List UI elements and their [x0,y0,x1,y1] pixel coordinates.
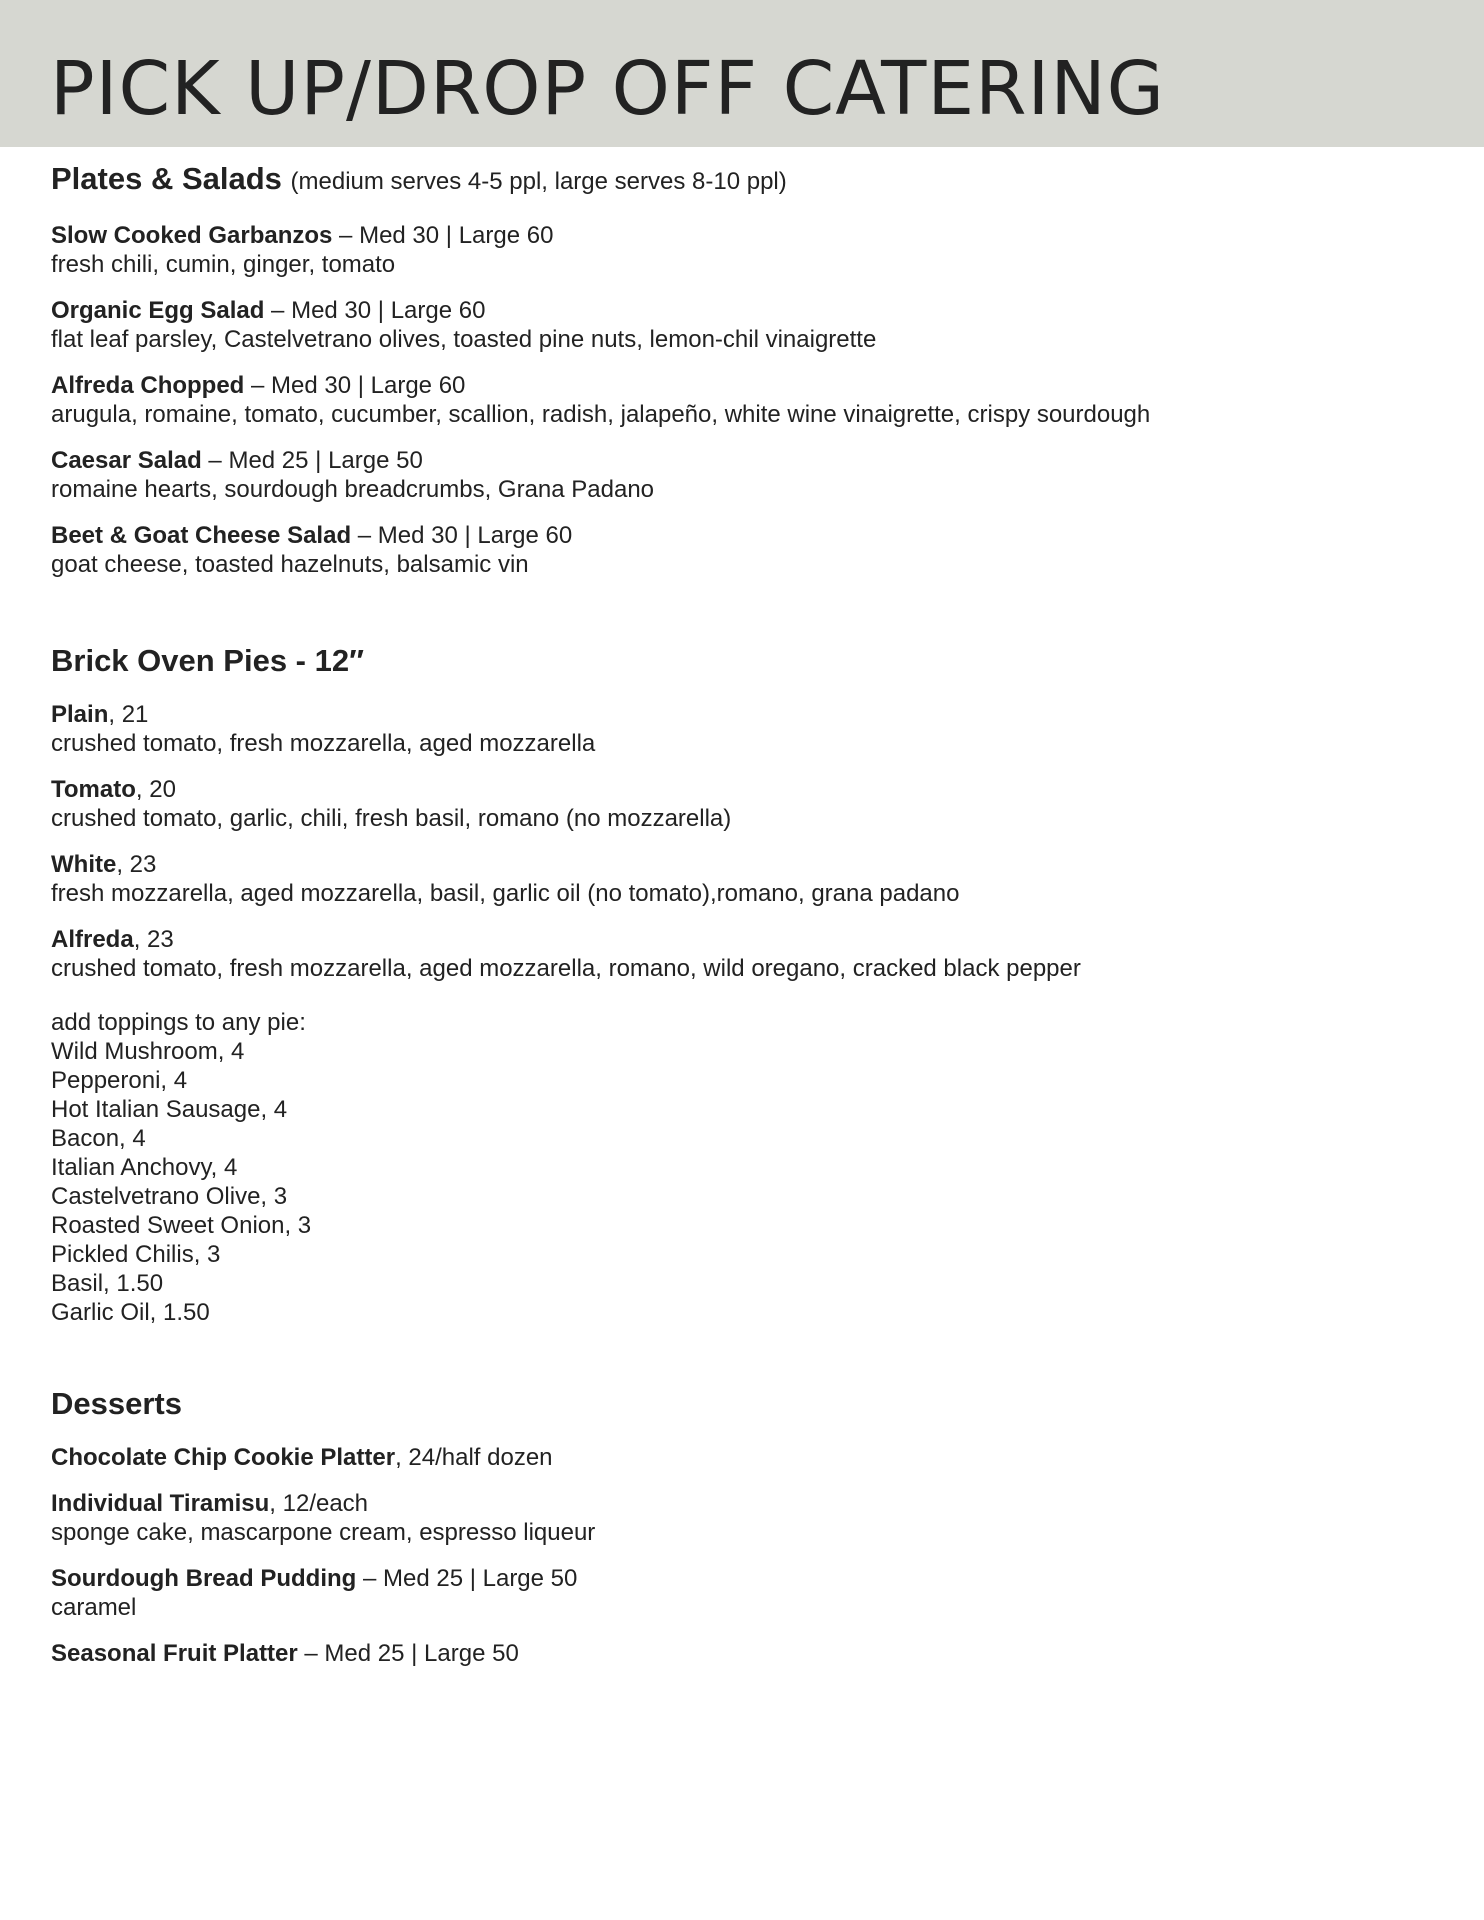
menu-item [51,446,1451,504]
item-price: , 24/half dozen [395,1444,553,1471]
topping-item: Castelvetrano Olive, 3 [51,1183,288,1210]
topping-item: Garlic Oil, 1.50 [51,1299,210,1326]
item-price: – Med 25 | Large 50 [356,1565,578,1592]
menu-item [51,1639,1451,1668]
page-title: PICK UP/DROP OFF CATERING [50,46,1166,132]
item-price: – Med 30 | Large 60 [264,297,486,324]
item-price: – Med 30 | Large 60 [244,372,466,399]
menu-item [51,1443,1451,1472]
item-description: crushed tomato, fresh mozzarella, aged mozzarella, romano, wild oregano, cracked black pepper [51,955,1081,982]
section-brick-oven-pies [51,642,1451,1327]
serving-size-note: (medium serves 4-5 ppl, large serves 8-10 ppl) [290,168,787,195]
item-name: Alfreda [51,926,134,953]
topping-item: Pickled Chilis, 3 [51,1241,221,1268]
menu-item [51,371,1451,429]
section-heading-pies: Brick Oven Pies - 12″ [51,643,364,678]
item-price: , 23 [133,926,174,953]
item-name: Seasonal Fruit Platter [51,1640,298,1667]
item-name: Beet & Goat Cheese Salad [51,522,352,549]
item-description: sponge cake, mascarpone cream, espresso liqueur [51,1519,596,1546]
section-heading-plates [51,160,1451,201]
section-heading-desserts: Desserts [51,1386,182,1421]
topping-item: Bacon, 4 [51,1125,146,1152]
item-description: crushed tomato, garlic, chili, fresh basil, romano (no mozzarella) [51,805,732,832]
menu-content [51,160,1451,1685]
menu-item [51,850,1451,908]
topping-item: Wild Mushroom, 4 [51,1038,245,1065]
item-description: crushed tomato, fresh mozzarella, aged mozzarella [51,730,596,757]
item-description: flat leaf parsley, Castelvetrano olives, toasted pine nuts, lemon-chil vinaigrette [51,326,877,353]
item-name: Chocolate Chip Cookie Platter [51,1444,396,1471]
menu-item [51,1564,1451,1622]
menu-item [51,1489,1451,1547]
item-description: caramel [51,1594,137,1621]
item-name: Alfreda Chopped [51,372,245,399]
item-price: – Med 25 | Large 50 [201,447,423,474]
section-heading-plates-text: Plates & Salads [51,161,282,196]
section-desserts [51,1385,1451,1668]
section-plates-salads [51,160,1451,579]
item-name: Sourdough Bread Pudding [51,1565,357,1592]
menu-item [51,521,1451,579]
item-price: , 12/each [269,1490,369,1517]
item-name: White [51,851,117,878]
menu-item [51,775,1451,833]
menu-item [51,296,1451,354]
item-price: , 23 [116,851,157,878]
topping-item: Roasted Sweet Onion, 3 [51,1212,312,1239]
item-name: Slow Cooked Garbanzos [51,222,333,249]
item-price: , 21 [108,701,149,728]
item-description: fresh chili, cumin, ginger, tomato [51,251,396,278]
item-name: Individual Tiramisu [51,1490,270,1517]
menu-item [51,221,1451,279]
item-description: goat cheese, toasted hazelnuts, balsamic vin [51,551,529,578]
topping-item: Hot Italian Sausage, 4 [51,1096,288,1123]
toppings-list [51,1008,1451,1327]
item-name: Plain [51,701,109,728]
item-description: arugula, romaine, tomato, cucumber, scallion, radish, jalapeño, white wine vinaigrette, crispy sourdough [51,401,1151,428]
item-description: fresh mozzarella, aged mozzarella, basil, garlic oil (no tomato),romano, grana padano [51,880,960,907]
toppings-intro: add toppings to any pie: [51,1009,306,1036]
title-banner [0,0,1484,147]
item-price: , 20 [135,776,176,803]
item-price: – Med 30 | Large 60 [351,522,573,549]
topping-item: Basil, 1.50 [51,1270,164,1297]
item-description: romaine hearts, sourdough breadcrumbs, Grana Padano [51,476,655,503]
menu-item [51,700,1451,758]
menu-item [51,925,1451,983]
item-name: Organic Egg Salad [51,297,265,324]
item-name: Caesar Salad [51,447,202,474]
topping-item: Pepperoni, 4 [51,1067,188,1094]
item-name: Tomato [51,776,136,803]
item-price: – Med 25 | Large 50 [297,1640,519,1667]
topping-item: Italian Anchovy, 4 [51,1154,238,1181]
item-price: – Med 30 | Large 60 [332,222,554,249]
